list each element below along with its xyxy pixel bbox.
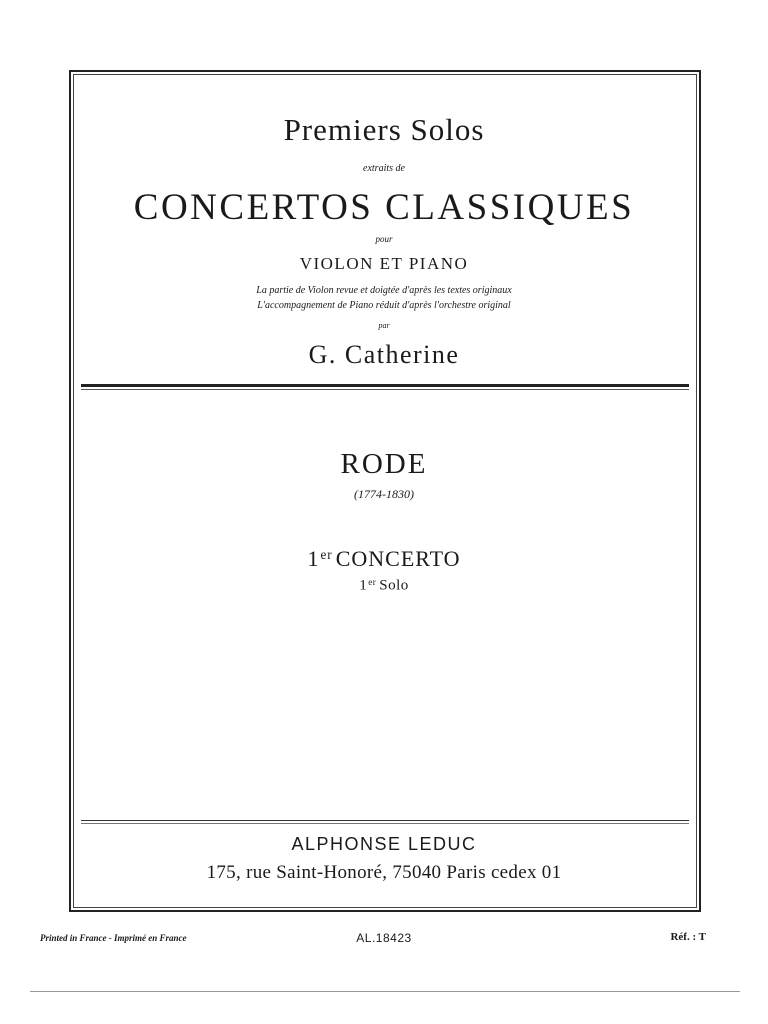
solo-label: Solo xyxy=(379,577,409,594)
publisher-name: ALPHONSE LEDUC xyxy=(291,834,477,854)
pour-text: pour xyxy=(375,234,393,244)
divider-bottom-thin-1 xyxy=(81,820,689,821)
catalog-number: AL.18423 xyxy=(356,931,412,945)
divider-top-thin xyxy=(81,389,689,390)
divider-bottom-thin-2 xyxy=(81,823,689,824)
divider-top-thick xyxy=(81,384,689,387)
violin-note: La partie de Violon revue et doigtée d'après les textes originaux xyxy=(256,285,512,296)
concerto-ordinal: er xyxy=(320,547,333,563)
composer-name: RODE xyxy=(340,448,428,480)
concerto-label: CONCERTO xyxy=(335,546,461,571)
composer-dates: (1774-1830) xyxy=(354,487,414,501)
page-bottom-line xyxy=(30,991,740,992)
printed-in-france: Printed in France - Imprimé en France xyxy=(40,933,187,943)
extraits-text: extraits de xyxy=(363,163,405,174)
publisher-address: 175, rue Saint-Honoré, 75040 Paris cedex 01 xyxy=(206,862,562,883)
piano-note: L'accompagnement de Piano réduit d'après l'orchestre original xyxy=(257,300,511,311)
par-text: par xyxy=(378,321,390,330)
solo-ordinal: er xyxy=(368,577,377,587)
concerto-number: 1 xyxy=(307,546,320,571)
series-title: Premiers Solos xyxy=(283,112,485,147)
solo-title xyxy=(0,577,768,595)
instruments-text: VIOLON ET PIANO xyxy=(299,254,469,273)
reference-code: Réf. : T xyxy=(670,931,706,943)
solo-number: 1 xyxy=(359,577,368,594)
author-name: G. Catherine xyxy=(308,340,460,369)
collection-title: CONCERTOS CLASSIQUES xyxy=(133,187,635,228)
concerto-title xyxy=(0,546,768,572)
